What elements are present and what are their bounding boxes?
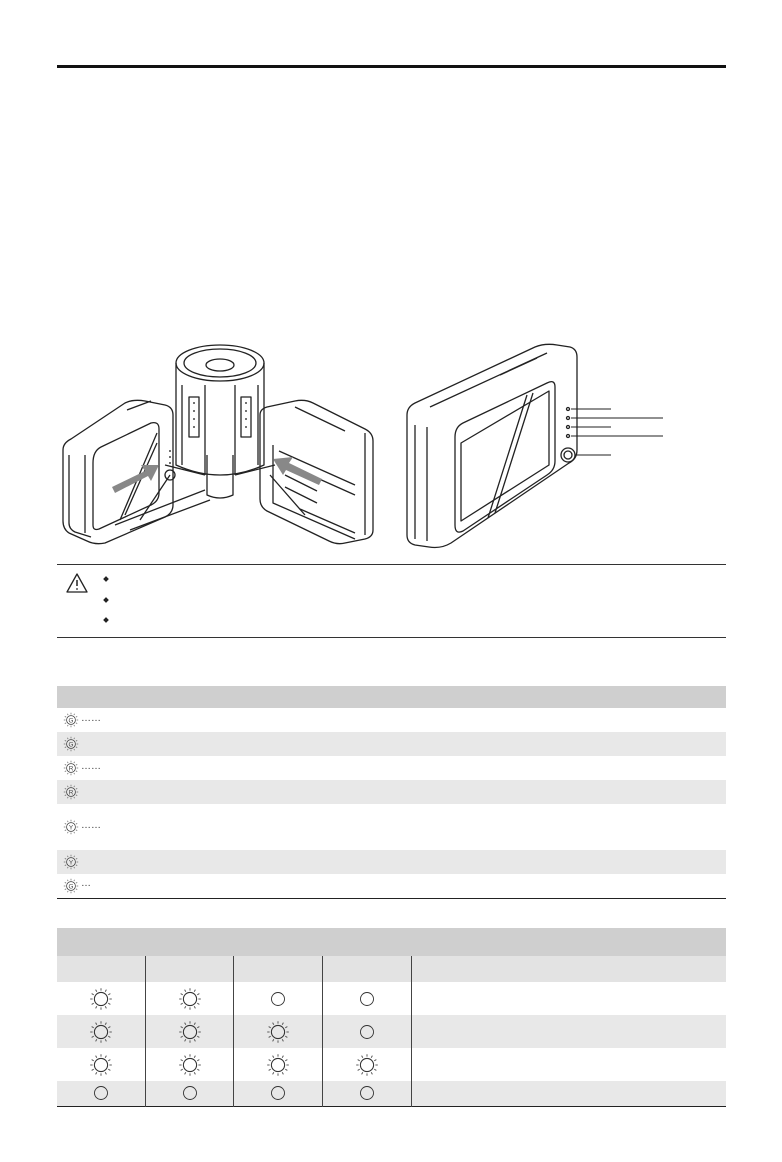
battery-charging-hub-illustration xyxy=(55,325,675,557)
warning-notice xyxy=(57,564,726,638)
level-description xyxy=(412,982,727,1015)
led-icon xyxy=(63,736,79,752)
table-row xyxy=(57,804,726,850)
battery-level-table xyxy=(57,928,726,1107)
standalone-battery xyxy=(407,344,663,547)
table-row xyxy=(57,850,726,874)
led-on-icon xyxy=(178,1053,202,1077)
bullet-1 xyxy=(103,576,109,582)
table-row xyxy=(57,1048,726,1081)
table-subheader xyxy=(57,956,726,982)
led-off-icon xyxy=(357,1022,377,1042)
led-status-table xyxy=(57,686,726,899)
level-description xyxy=(412,1015,727,1048)
top-rule xyxy=(57,65,726,68)
led-letter: R xyxy=(68,789,74,797)
led-on-icon xyxy=(89,987,113,1011)
bullet-3 xyxy=(103,617,109,623)
blink-indicator: …… xyxy=(81,819,101,831)
table-row xyxy=(57,874,726,898)
blink-indicator: …… xyxy=(81,712,101,724)
led-off-icon xyxy=(180,1083,200,1103)
level-description xyxy=(412,1081,727,1106)
led-on-icon xyxy=(178,987,202,1011)
table-row xyxy=(57,982,726,1015)
led-icon xyxy=(63,819,79,835)
level-description xyxy=(412,1048,727,1081)
table-row xyxy=(57,708,726,732)
table-row xyxy=(57,780,726,804)
led-letter: Y xyxy=(68,859,74,867)
led-letter: G xyxy=(68,883,74,891)
led-off-icon xyxy=(268,989,288,1009)
led-icon xyxy=(63,712,79,728)
led-off-icon xyxy=(91,1083,111,1103)
led-letter: Y xyxy=(68,824,74,832)
charging-hub xyxy=(140,345,305,520)
led-icon xyxy=(63,784,79,800)
led-on-icon xyxy=(178,1020,202,1044)
led-off-icon xyxy=(357,1083,377,1103)
table-row xyxy=(57,756,726,780)
bullet-2 xyxy=(103,597,109,603)
led-on-icon xyxy=(266,1020,290,1044)
blink-indicator: …… xyxy=(81,760,101,772)
led-letter: R xyxy=(68,765,74,773)
led-letter: G xyxy=(68,717,74,725)
led-icon xyxy=(63,878,79,894)
led-icon xyxy=(63,760,79,776)
table-row xyxy=(57,1015,726,1048)
left-battery xyxy=(63,400,210,543)
led-letter: G xyxy=(68,741,74,749)
blink-indicator: … xyxy=(81,878,91,890)
led-off-icon xyxy=(357,989,377,1009)
table-header xyxy=(57,928,726,956)
right-battery xyxy=(260,400,373,543)
led-on-icon xyxy=(89,1053,113,1077)
table-header xyxy=(57,686,726,708)
table-row xyxy=(57,1081,726,1106)
led-on-icon xyxy=(355,1053,379,1077)
led-icon xyxy=(63,854,79,870)
led-on-icon xyxy=(89,1020,113,1044)
led-on-icon xyxy=(266,1053,290,1077)
led-off-icon xyxy=(268,1083,288,1103)
warning-icon xyxy=(66,573,88,593)
table-row xyxy=(57,732,726,756)
